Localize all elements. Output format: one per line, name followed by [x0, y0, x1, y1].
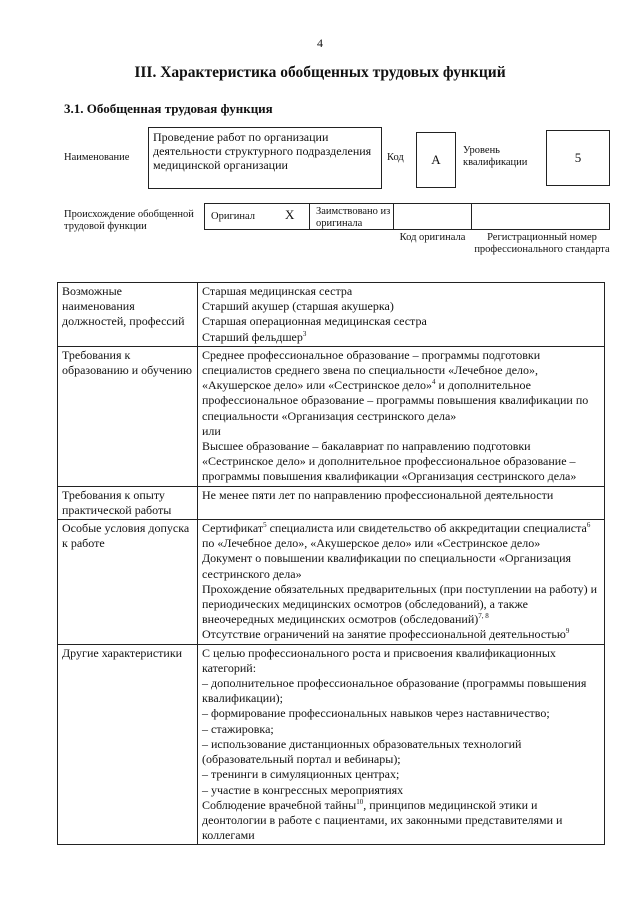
footnote-mark: 10 — [356, 797, 364, 806]
content-line: Высшее образование – бакалавриат по направлению подготовки «Сестринское дело» и дополнительное профессиональное образование – программы повышения квалификации «Организация сестринского дела» — [202, 439, 577, 484]
footnote-mark: 6 — [586, 521, 591, 530]
borrowed-cell — [309, 203, 394, 230]
borrowed-label: Заимствовано из оригинала — [316, 206, 391, 229]
original-label: Оригинал — [211, 211, 255, 222]
row-content — [198, 644, 605, 845]
name-value: Проведение работ по организации деятельности структурного подразделения медицинской организации — [148, 127, 382, 189]
content-line: – участие в конгрессных мероприятиях — [202, 782, 404, 797]
row-label: Возможные наименования должностей, профессий — [58, 283, 198, 347]
footnote-mark: 5 — [263, 521, 267, 530]
table-row — [58, 520, 605, 645]
table-row — [58, 644, 605, 845]
table-row — [58, 346, 605, 486]
content-line: Не менее пяти лет по направлению профессиональной деятельности — [202, 487, 554, 502]
content-line: Сертификат$^5$ специалиста или свидетельство об аккредитации специалиста$^6$ по «Лечебное дело», «Акушерское дело» или «Сестринское дело» — [202, 521, 591, 551]
footnote-mark: 7, 8 — [478, 612, 489, 621]
row-content — [198, 346, 605, 486]
code-original-caption: Код оригинала — [399, 232, 466, 243]
origin-label: Происхождение обобщенной трудовой функции — [64, 209, 194, 232]
content-line: Соблюдение врачебной тайны$^{10}$, принципов медицинской этики и деонтологии в работе с пациентами, их законными представителями и коллегами — [202, 797, 563, 843]
original-mark: X — [285, 207, 295, 222]
row-label: Требования к образованию и обучению — [58, 346, 198, 486]
content-line: Старшая операционная медицинская сестра — [202, 314, 427, 329]
content-line: – стажировка; — [202, 721, 274, 736]
code-value: А — [416, 132, 456, 188]
content-line: Старший фельдшер$^3$ — [202, 329, 307, 344]
level-label: Уровень квалификации — [463, 145, 528, 168]
footnote-mark: 9 — [565, 627, 570, 636]
code-original-box — [393, 203, 472, 230]
code-label: Код — [387, 152, 404, 163]
content-line: – дополнительное профессиональное образование (программы повышения квалификации); — [202, 676, 587, 706]
row-label: Требования к опыту практической работы — [58, 486, 198, 519]
row-content — [198, 520, 605, 645]
content-line: Прохождение обязательных предварительных (при поступлении на работу) и периодических медицинских осмотров (обследований), а также внеочередных медицинских осмотров (обследований)$^{7, 8}$ — [202, 581, 598, 627]
content-line: С целью профессионального роста и присвоения квалификационных категорий: — [202, 645, 556, 675]
content-line: – формирование профессиональных навыков через наставничество; — [202, 706, 550, 721]
page-number: 4 — [317, 36, 323, 50]
content-line: Документ о повышении квалификации по специальности «Организация сестринского дела» — [202, 551, 572, 581]
row-content — [198, 486, 605, 519]
footnote-mark: 4 — [431, 378, 436, 387]
reg-number-box — [471, 203, 610, 230]
content-line: Среднее профессиональное образование – программы подготовки специалистов среднего звена по специальности «Лечебное дело», «Акушерское дело» или «Сестринское дело»$^4$ и дополнительное профессиональное образование – программы повышения квалификации по специальности «Организация сестринского дела» — [202, 347, 589, 423]
table-row — [58, 486, 605, 519]
content-line: Отсутствие ограничений на занятие профессиональной деятельностью$^9$ — [202, 627, 570, 642]
content-line: или — [202, 423, 221, 438]
reg-number-caption: Регистрационный номер профессионального стандарта — [474, 232, 610, 255]
content-line: – использование дистанционных образовательных технологий (образовательный портал и вебинары); — [202, 736, 522, 767]
level-value: 5 — [546, 130, 610, 186]
content-line: – тренинги в симуляционных центрах; — [202, 767, 400, 782]
content-line: Старшая медицинская сестра — [202, 284, 353, 298]
footnote-mark: 3 — [302, 329, 307, 338]
table-row — [58, 283, 605, 347]
characteristics-table — [57, 282, 605, 845]
name-label: Наименование — [64, 152, 130, 163]
subsection-title: 3.1. Обобщенная трудовая функция — [64, 101, 273, 116]
row-content — [198, 283, 605, 347]
content-line: Старший акушер (старшая акушерка) — [202, 299, 394, 314]
section-title: III. Характеристика обобщенных трудовых функций — [134, 64, 506, 81]
row-label: Особые условия допуска к работе — [58, 520, 198, 645]
row-label: Другие характеристики — [58, 644, 198, 845]
